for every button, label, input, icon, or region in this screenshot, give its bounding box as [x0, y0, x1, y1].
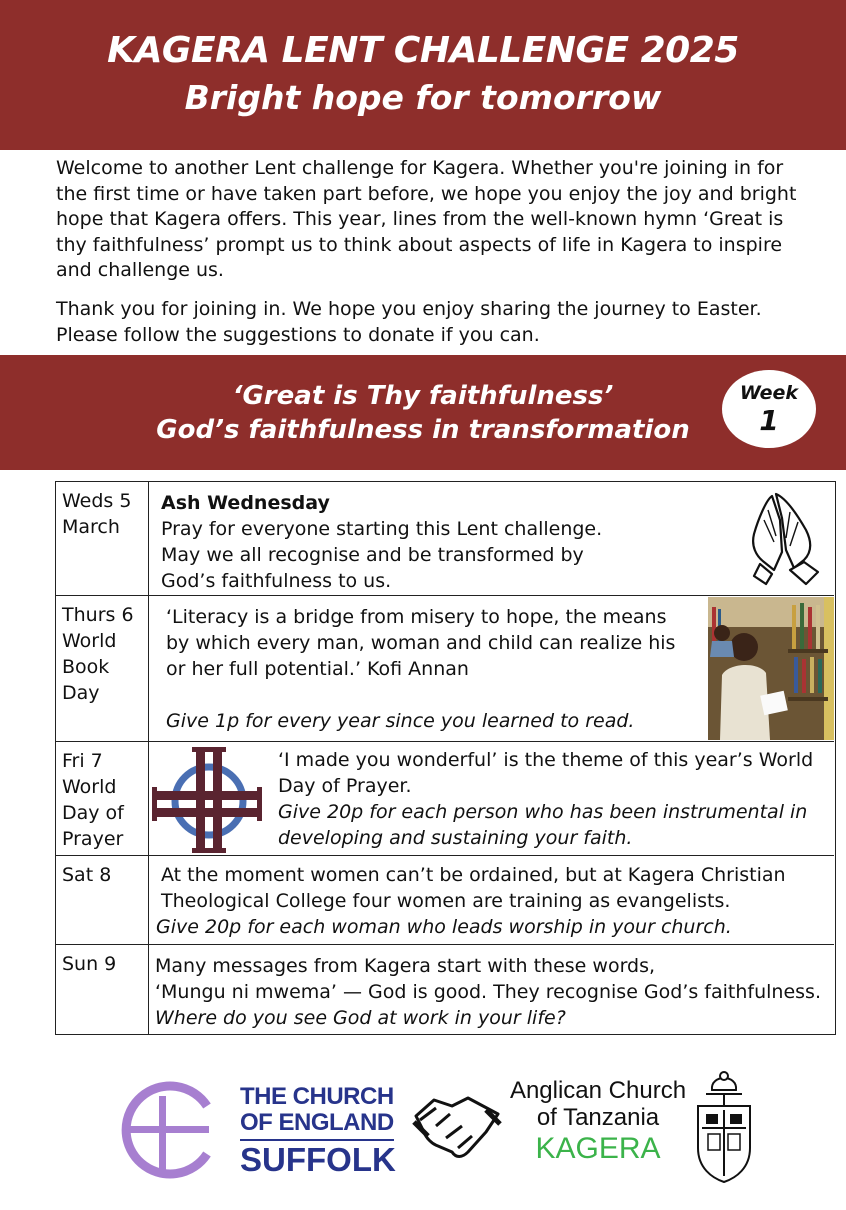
intro-paragraph-1: Welcome to another Lent challenge for Kagera. Whether you're joining in for the first time or have taken part before, we hope you enjoy the joy and bright hope that Kagera offers. This year, lines from the well-known hymn ‘Great is thy faithfulness’ prompt us to think about aspects of life in Kagera to inspire and challenge us. [56, 157, 797, 281]
day-content [278, 747, 834, 851]
day-content [161, 862, 831, 914]
week-badge [722, 370, 816, 448]
date-line: Weds 5 [62, 490, 132, 512]
day-text-line: May we all recognise and be transformed by [161, 544, 584, 566]
date-cell [56, 482, 149, 595]
table-row [56, 945, 834, 1034]
act-line-2: of Tanzania [536, 1104, 660, 1131]
week-theme-line-1: ‘Great is Thy faithfulness’ [232, 381, 614, 411]
day-text-line: God’s faithfulness to us. [161, 570, 392, 592]
day-text-line: Day of Prayer. [278, 775, 412, 797]
day-donation: Give 1p for every year since you learned to read. [166, 710, 635, 732]
week-badge-label: Week [739, 382, 799, 404]
date-line: Prayer [62, 828, 124, 850]
act-line-3: KAGERA [535, 1132, 661, 1165]
day-heading: Ash Wednesday [161, 492, 330, 514]
date-cell [56, 856, 149, 944]
day-content [166, 604, 711, 682]
coe-line-1: THE CHURCH [240, 1083, 394, 1110]
date-line: Day [62, 682, 100, 704]
footer-logos [0, 1060, 846, 1190]
date-line: Sun 9 [62, 953, 117, 975]
intro-paragraph-2: Thank you for joining in. We hope you enjoy sharing the journey to Easter. Please follow the suggestions to donate if you can. [56, 298, 762, 346]
day-text-line: ‘Mungu ni mwema’ — God is good. They recognise God’s faithfulness. [155, 981, 821, 1003]
date-line: World [62, 776, 117, 798]
day-text-line: by which every man, woman and child can realize his [166, 632, 676, 654]
day-content [155, 953, 831, 1031]
date-cell [56, 596, 149, 741]
day-text-line: or her full potential.’ Kofi Annan [166, 658, 469, 680]
diocese-crest-icon [692, 1068, 756, 1188]
table-row [56, 482, 834, 596]
table-row [56, 742, 834, 856]
date-cell [56, 742, 149, 855]
schedule-table [55, 481, 836, 1035]
act-kagera-wordmark [500, 1077, 696, 1167]
date-line: Thurs 6 [62, 604, 134, 626]
day-text-line: ‘I made you wonderful’ is the theme of this year’s World [278, 749, 814, 771]
date-line: World [62, 630, 117, 652]
date-line: Day of [62, 802, 124, 824]
library-photo [708, 597, 834, 740]
page-subtitle: Bright hope for tomorrow [184, 78, 662, 117]
day-content [161, 490, 721, 594]
world-day-of-prayer-cross-icon [152, 747, 262, 853]
praying-hands-icon [746, 490, 826, 588]
table-row [56, 596, 834, 742]
day-text-line: Theological College four women are training as evangelists. [161, 890, 731, 912]
week-badge-number: 1 [759, 404, 779, 437]
day-text-line: Many messages from Kagera start with these words, [155, 955, 656, 977]
week-theme-line-2: God’s faithfulness in transformation [156, 415, 690, 445]
coe-line-2: OF ENGLAND [240, 1109, 394, 1136]
church-of-england-logo-icon [115, 1076, 223, 1184]
date-line: March [62, 516, 120, 538]
day-text-line: At the moment women can’t be ordained, but at Kagera Christian [161, 864, 786, 886]
act-line-1: Anglican Church [509, 1077, 687, 1104]
date-line: Sat 8 [62, 864, 112, 886]
day-donation: Give 20p for each woman who leads worship in your church. [156, 916, 732, 938]
day-reflection: Where do you see God at work in your life? [155, 1007, 566, 1029]
date-cell [56, 945, 149, 1034]
week-banner [0, 355, 846, 470]
title-banner [0, 0, 846, 150]
date-line: Fri 7 [62, 750, 103, 772]
handshake-icon [412, 1086, 502, 1162]
day-text-line: ‘Literacy is a bridge from misery to hope, the means [166, 606, 667, 628]
day-text-line: Pray for everyone starting this Lent challenge. [161, 518, 603, 540]
coe-line-3: SUFFOLK [240, 1141, 396, 1178]
coe-suffolk-wordmark [240, 1084, 396, 1177]
page-title: KAGERA LENT CHALLENGE 2025 [107, 30, 739, 71]
day-donation-line: Give 20p for each person who has been instrumental in [278, 801, 808, 823]
date-line: Book [62, 656, 110, 678]
table-row [56, 856, 834, 945]
day-donation-line: developing and sustaining your faith. [278, 827, 633, 849]
